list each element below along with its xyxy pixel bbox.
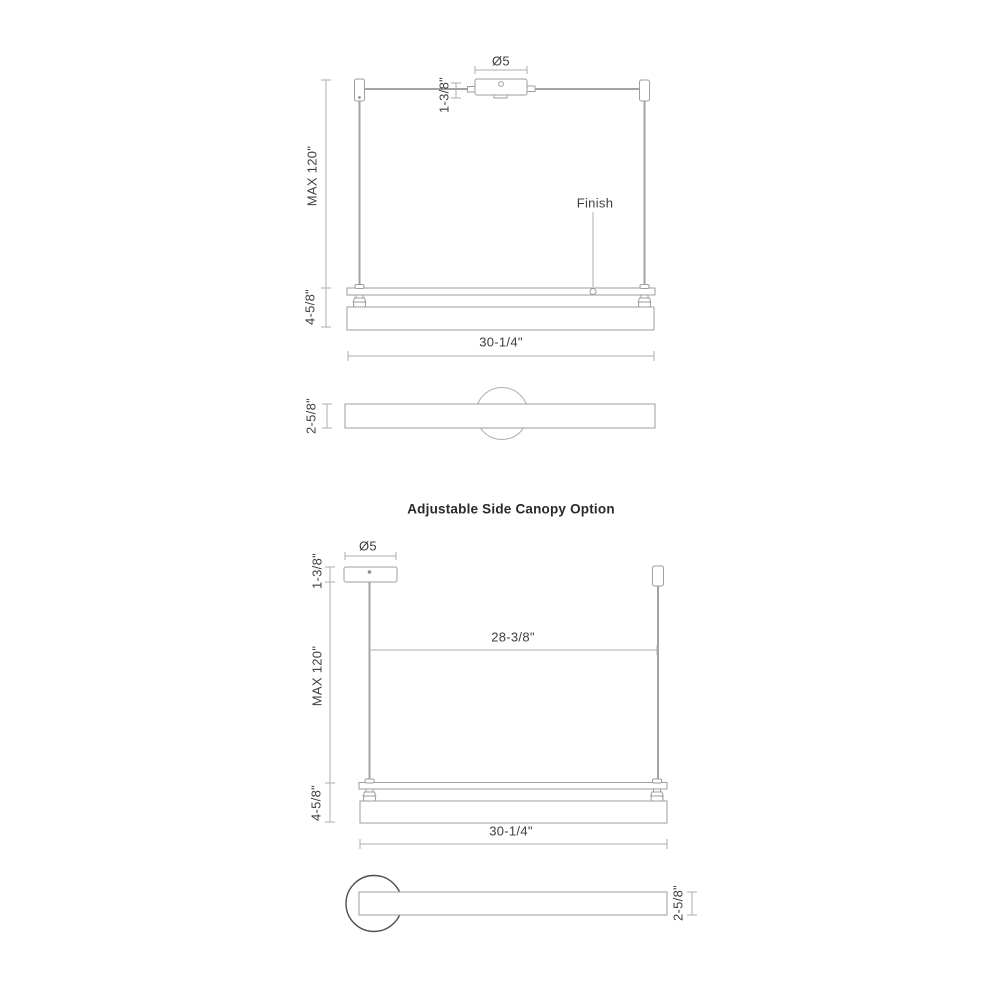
canopy-nub-right xyxy=(527,86,535,92)
cable-nut-right-2 xyxy=(653,779,662,783)
label-fixture-height: 4-5/8" xyxy=(302,288,318,326)
cord-grip-left xyxy=(353,295,366,307)
label-fixture-depth: 2-5/8" xyxy=(303,397,319,435)
post-right-2 xyxy=(653,566,664,586)
fixture-body-2 xyxy=(360,801,667,823)
label-canopy-height: 1-3/8" xyxy=(436,76,452,114)
standard-front-view xyxy=(321,66,655,361)
side-canopy-plan-view xyxy=(346,876,697,932)
canopy-screw xyxy=(499,82,504,87)
mounting-rail-2 xyxy=(359,783,667,790)
label-suspension-max-2: MAX 120" xyxy=(309,645,325,707)
post-left-screw xyxy=(358,96,361,99)
side-canopy-front-view xyxy=(325,552,667,849)
label-fixture-depth-2: 2-5/8" xyxy=(670,884,686,922)
label-fixture-length: 30-1/4" xyxy=(479,334,523,350)
mounting-rail xyxy=(347,288,655,295)
dim-fixture-depth xyxy=(322,404,332,428)
label-canopy-diameter-2: Ø5 xyxy=(359,538,377,554)
dim-canopy-height xyxy=(451,83,461,98)
label-finish-callout: Finish xyxy=(576,195,614,211)
dim-fixture-depth-2 xyxy=(687,892,697,915)
fixture-plan-bar-2 xyxy=(359,892,667,915)
post-right xyxy=(640,80,650,101)
dim-wire-span xyxy=(370,645,657,655)
label-wire-span: 28-3/8" xyxy=(491,629,535,645)
standard-plan-view xyxy=(322,388,655,440)
cable-nut-left xyxy=(355,285,364,289)
dim-fixture-length-2 xyxy=(360,839,667,849)
dim-fixture-length xyxy=(348,351,654,361)
fixture-body xyxy=(347,307,654,330)
label-suspension-max: MAX 120" xyxy=(304,145,320,207)
canopy-nub-left xyxy=(468,87,476,93)
suspension-cables xyxy=(360,101,645,285)
cable-nut-right xyxy=(640,285,649,289)
label-fixture-height-2: 4-5/8" xyxy=(308,784,324,822)
section-title: Adjustable Side Canopy Option xyxy=(407,501,615,517)
side-canopy-screw xyxy=(368,570,372,574)
label-canopy-diameter: Ø5 xyxy=(492,53,510,69)
cord-grip-left-2 xyxy=(363,789,376,801)
cable-nut-left-2 xyxy=(365,779,374,783)
canopy-tab xyxy=(494,95,507,98)
fixture-plan-bar xyxy=(345,404,655,428)
finish-point xyxy=(590,289,596,295)
side-canopy-body xyxy=(344,567,397,582)
cord-grip-right xyxy=(638,295,651,307)
suspension-cables-2 xyxy=(370,582,659,782)
cord-grip-right-2 xyxy=(651,789,664,801)
label-canopy-height-2: 1-3/8" xyxy=(309,552,325,590)
label-fixture-length-2: 30-1/4" xyxy=(489,823,533,839)
